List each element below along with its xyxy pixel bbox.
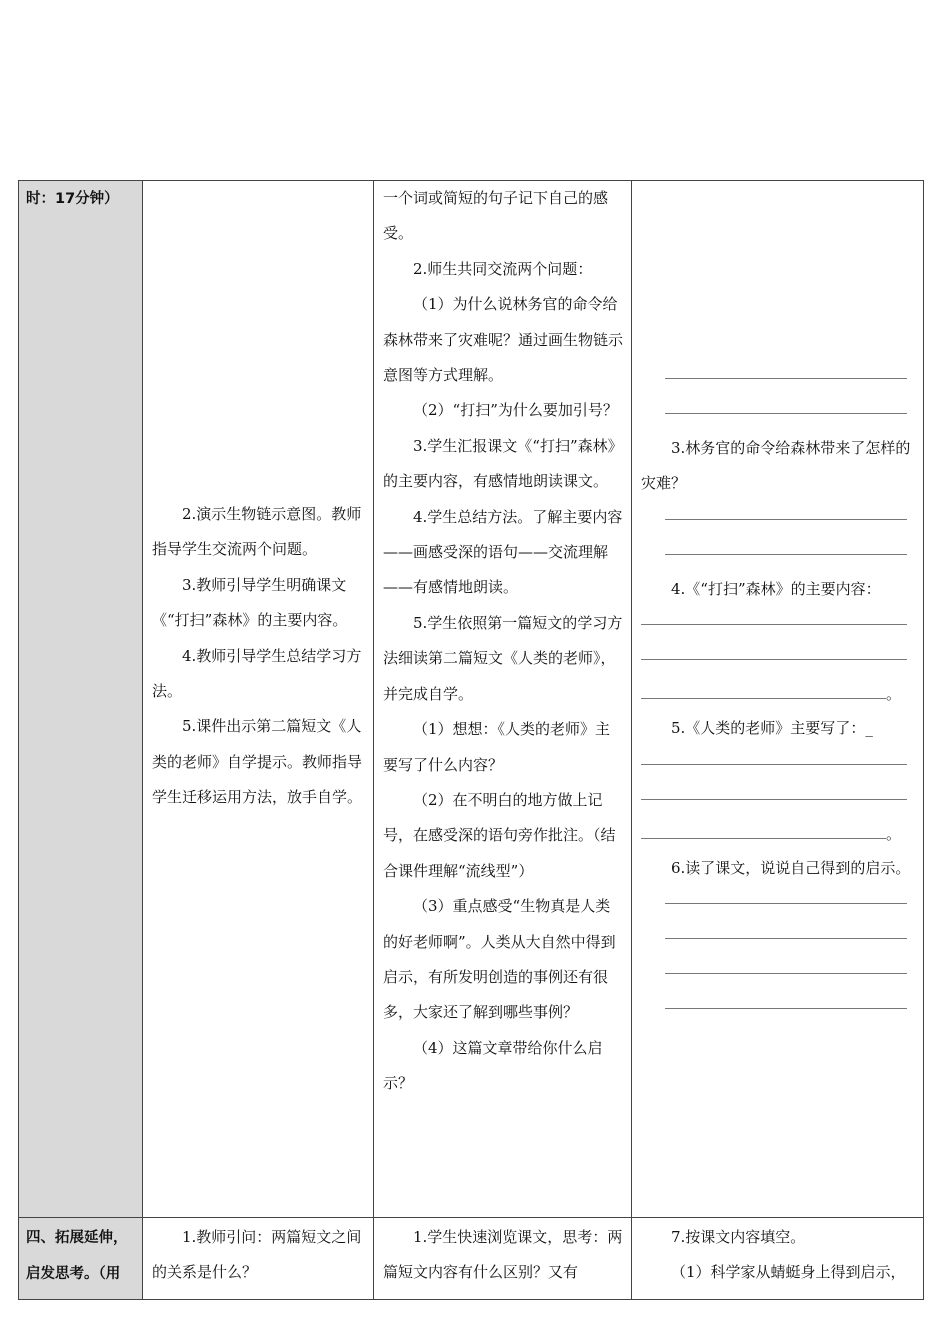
exercise-q3: 3.林务官的命令给森林带来了怎样的灾难？ [641, 439, 911, 493]
exercise-q4: 4.《“打扫”森林》的主要内容： [671, 579, 881, 598]
teacher-activity-cell [143, 181, 374, 1218]
student-step-5-4: （4）这篇文章带给你什么启示？ [383, 1038, 603, 1093]
student-text-0: 一个词或简短的句子记下自己的感受。 [383, 189, 609, 243]
phase-label: 时：17分钟） [26, 191, 119, 207]
answer-line[interactable] [641, 642, 907, 660]
phase-cell [19, 1218, 143, 1300]
answer-line[interactable] [641, 680, 886, 699]
period: 。 [886, 824, 902, 843]
answer-line[interactable] [665, 921, 907, 939]
answer-line[interactable] [665, 361, 907, 379]
answer-line[interactable] [665, 502, 907, 520]
student-step-5-2: （2）在不明白的地方做上记号，在感受深的语句旁作批注。（结合课件理解“流线型”） [383, 790, 616, 880]
student-step-3: 3.学生汇报课文《“打扫”森林》的主要内容，有感情地朗读课文。 [383, 436, 623, 491]
lesson-plan-table [18, 180, 924, 1300]
student-step-2-1: （1）为什么说林务官的命令给森林带来了灾难呢？通过画生物链示意图等方式理解。 [383, 295, 624, 385]
answer-line[interactable] [641, 820, 886, 839]
period: 。 [886, 685, 902, 704]
student-step-4: 4.学生总结方法。了解主要内容——画感受深的语句——交流理解——有感情地朗读。 [383, 507, 623, 597]
answer-line[interactable] [665, 956, 907, 974]
teacher-step-2: 2.演示生物链示意图。教师指导学生交流两个问题。 [152, 505, 362, 559]
exercise-q7: 7.按课文内容填空。 [671, 1228, 806, 1246]
exercise-q6: 6.读了课文，说说自己得到的启示。 [671, 858, 911, 877]
table-row [19, 181, 924, 1218]
answer-line[interactable] [641, 747, 907, 765]
teacher-step-4: 4.教师引导学生总结学习方法。 [152, 646, 362, 701]
answer-line[interactable] [665, 886, 907, 904]
teacher-step-1: 1.教师引问：两篇短文之间的关系是什么？ [152, 1228, 362, 1282]
answer-line[interactable] [665, 537, 907, 555]
exercise-cell [632, 1218, 924, 1300]
answer-line-end [641, 817, 915, 851]
student-activity-cell [374, 1218, 632, 1300]
student-step-2: 2.师生共同交流两个问题： [413, 259, 593, 278]
exercise-q5: 5.《人类的老师》主要写了：_ [671, 719, 873, 738]
table-row [19, 1218, 924, 1300]
teacher-step-3: 3.教师引导学生明确课文《“打扫”森林》的主要内容。 [152, 575, 348, 630]
underscore: _ [865, 719, 873, 738]
exercise-cell [632, 181, 924, 1218]
student-activity-cell [374, 181, 632, 1218]
exercise-q7-1: （1）科学家从蜻蜓身上得到启示， [671, 1263, 906, 1282]
student-step-5-3: （3）重点感受“生物真是人类的好老师啊”。人类从大自然中得到启示，有所发明创造的事例还有很多，大家还了解到哪些事例？ [383, 897, 616, 1022]
phase-label: 四、拓展延伸， [26, 1230, 128, 1246]
answer-line[interactable] [641, 782, 907, 800]
answer-line[interactable] [665, 396, 907, 414]
answer-line-end [641, 677, 915, 711]
answer-line[interactable] [665, 991, 907, 1009]
student-step-5-1: （1）想想：《人类的老师》主要写了什么内容？ [383, 720, 611, 774]
answer-line[interactable] [641, 607, 907, 625]
student-step-5: 5.学生依照第一篇短文的学习方法细读第二篇短文《人类的老师》，并完成自学。 [383, 613, 623, 703]
student-step-2-2: （2）“打扫”为什么要加引号？ [413, 401, 618, 420]
teacher-step-5: 5.课件出示第二篇短文《人类的老师》自学提示。教师指导学生迁移运用方法，放手自学。 [152, 717, 363, 807]
phase-cell [19, 181, 143, 1218]
student-step-1: 1.学生快速浏览课文，思考：两篇短文内容有什么区别？又有 [383, 1228, 623, 1282]
phase-label: 启发思考。（用 [26, 1266, 121, 1282]
teacher-activity-cell [143, 1218, 374, 1300]
